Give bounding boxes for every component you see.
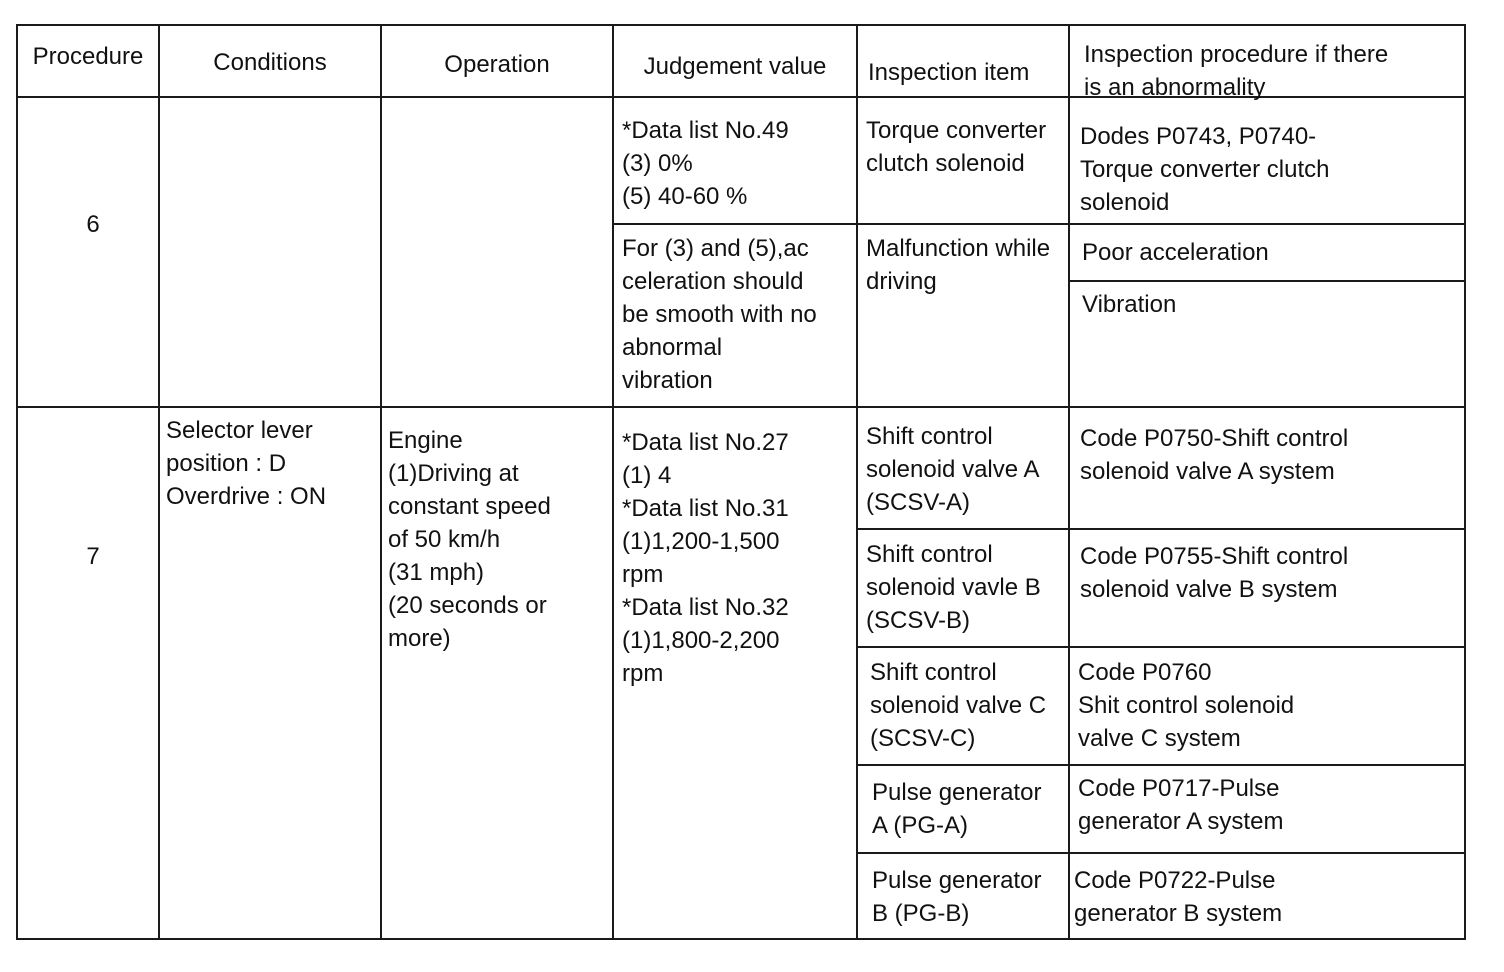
table-border-bottom <box>16 938 1466 940</box>
inspection-item-7-2: Shift control solenoid vavle B (SCSV-B) <box>866 541 1041 634</box>
item-divider-7-3 <box>856 764 1466 766</box>
inspection-procedure-7-4: Code P0717-Pulse generator A system <box>1078 775 1284 835</box>
row-divider-6-7 <box>16 406 1466 408</box>
inspection-item-7-5: Pulse generator B (PG-B) <box>872 867 1042 927</box>
header-inspection-procedure: Inspection procedure if there is an abnormality <box>1084 41 1389 101</box>
col-divider-1 <box>158 24 160 940</box>
inspection-procedure-7-2: Code P0755-Shift control solenoid valve B system <box>1080 543 1349 603</box>
conditions-7: Selector lever position : D Overdrive : ON <box>166 417 327 510</box>
judgement-divider-6 <box>612 223 1466 225</box>
table-border-top <box>16 24 1466 26</box>
inspection-procedure-7-5: Code P0722-Pulse generator B system <box>1074 867 1283 927</box>
header-inspection-item: Inspection item <box>868 59 1030 86</box>
table-border-left <box>16 24 18 940</box>
item-divider-7-2 <box>856 646 1466 648</box>
inspection-item-7-4: Pulse generator A (PG-A) <box>872 779 1042 839</box>
header-conditions: Conditions <box>213 49 327 76</box>
inspection-procedure-7-1: Code P0750-Shift control solenoid valve A system <box>1080 425 1349 485</box>
judgement-6a: *Data list No.49 (3) 0% (5) 40-60 % <box>622 117 789 210</box>
inspection-item-6a: Torque converter clutch solenoid <box>866 117 1047 177</box>
inspection-item-6b: Malfunction while driving <box>866 235 1051 295</box>
inspection-item-7-3: Shift control solenoid valve C (SCSV-C) <box>870 659 1047 752</box>
judgement-7: *Data list No.27 (1) 4 *Data list No.31 (1)1,200-1,500 rpm *Data list No.32 (1)1,800-2,200 rpm <box>622 429 789 687</box>
col-divider-5 <box>1068 24 1070 940</box>
inspection-item-7-1: Shift control solenoid valve A (SCSV-A) <box>866 423 1040 516</box>
item-divider-7-4 <box>856 852 1466 854</box>
inspection-procedure-6b-1: Poor acceleration <box>1082 239 1269 266</box>
operation-7: Engine (1)Driving at constant speed of 50 km/h (31 mph) (20 seconds or more) <box>388 427 551 652</box>
table-border-right <box>1464 24 1466 940</box>
header-operation: Operation <box>444 51 550 78</box>
inspection-table <box>16 24 1466 942</box>
procedure-divider-6 <box>1068 280 1466 282</box>
procedure-6: 6 <box>86 211 100 238</box>
inspection-procedure-6b-2: Vibration <box>1082 291 1177 318</box>
inspection-procedure-6a: Dodes P0743, P0740- Torque converter clutch solenoid <box>1080 123 1330 216</box>
procedure-7: 7 <box>86 543 100 570</box>
col-divider-3 <box>612 24 614 940</box>
inspection-procedure-7-3: Code P0760 Shit control solenoid valve C system <box>1078 659 1295 752</box>
judgement-6b: For (3) and (5),ac celeration should be smooth with no abnormal vibration <box>622 235 817 394</box>
item-divider-7-1 <box>856 528 1466 530</box>
header-judgement: Judgement value <box>643 53 827 80</box>
col-divider-2 <box>380 24 382 940</box>
header-procedure: Procedure <box>32 43 144 70</box>
col-divider-4 <box>856 24 858 940</box>
